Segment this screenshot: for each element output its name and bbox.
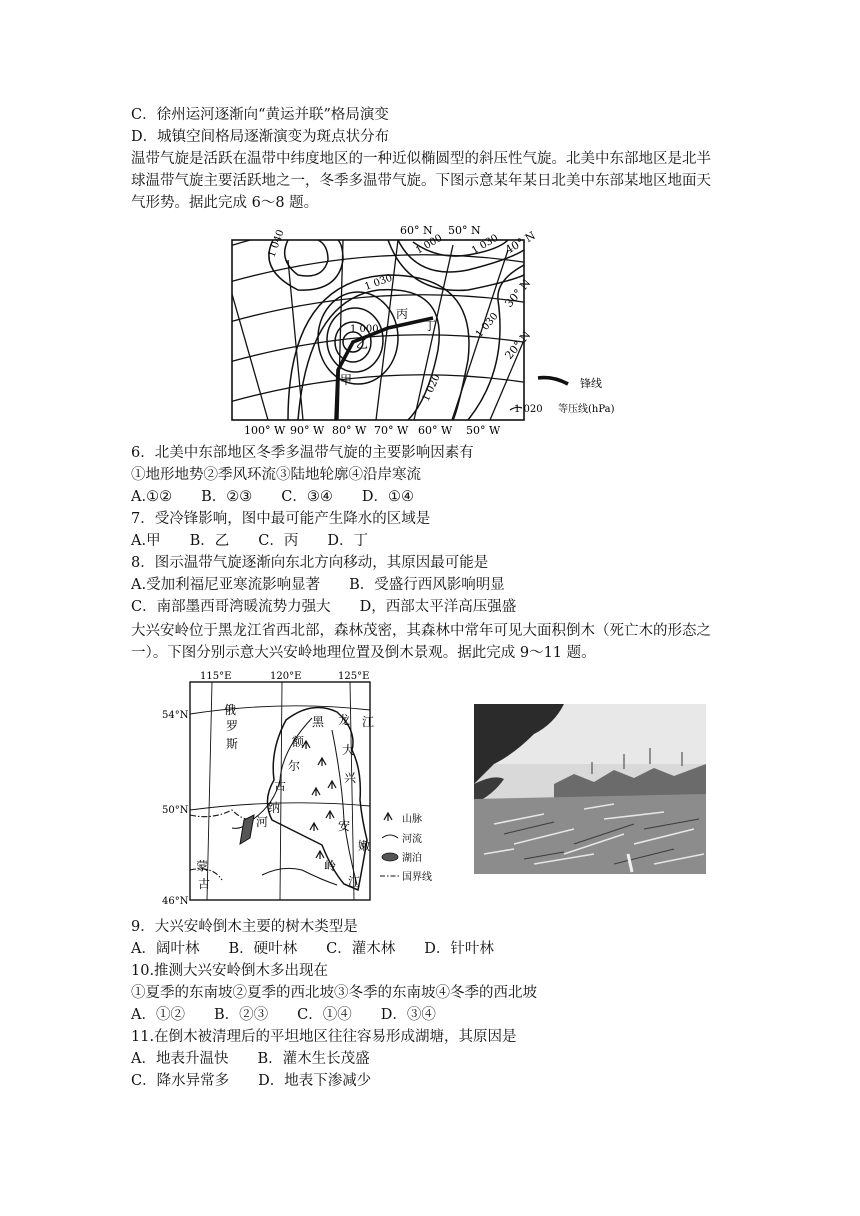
lon-label: 60° W: [418, 424, 453, 437]
fallen-tree-photo: [474, 704, 706, 874]
question-7: 7．受冷锋影响，图中最可能产生降水的区域是: [131, 511, 431, 527]
label-dxal: 兴: [344, 771, 357, 785]
region-bing: 丙: [396, 307, 409, 321]
lon-label: 100° W: [244, 424, 286, 437]
label-erguna: 河: [256, 815, 269, 829]
label-dxal: 安: [338, 819, 351, 833]
lat-label: 60° N: [400, 224, 433, 237]
isobar-label: 1 000: [414, 232, 445, 257]
isobar-label: 1 020: [420, 372, 443, 404]
lat-label: 20° N: [502, 328, 534, 362]
label-nenjiang: 嫩: [358, 839, 371, 853]
intro2-line-1: 大兴安岭位于黑龙江省西北部，森林茂密，其森林中常年可见大面积倒木（死亡木的形态之: [131, 623, 711, 639]
legend-label: 河流: [402, 834, 422, 845]
question-8-options-cd: C．南部墨西哥湾暖流势力强大 D，西部太平洋高压强盛: [131, 599, 517, 615]
question-7-options: A.甲 B．乙 C．丙 D．丁: [131, 533, 368, 549]
question-9-options: A．阔叶林 B．硬叶林 C．灌木林 D．针叶林: [131, 941, 494, 957]
question-8: 8．图示温带气旋逐渐向东北方向移动，其原因最可能是: [131, 555, 489, 571]
intro-line-1: 温带气旋是活跃在温带中纬度地区的一种近似椭圆型的斜压性气旋。北美中东部地区是北半: [131, 151, 711, 167]
question-10: 10.推测大兴安岭倒木多出现在: [131, 963, 329, 979]
label-mongolia: 蒙: [196, 859, 209, 873]
intro-line-2: 球温带气旋主要活跃地之一，冬季多温带气旋。下图示意某年某日北美中东部某地区地面天: [131, 173, 711, 189]
question-6: 6．北美中东部地区冬季多温带气旋的主要影响因素有: [131, 445, 474, 461]
legend-isobar-value: 1 020: [514, 404, 543, 415]
lat-label: 46°N: [162, 896, 189, 907]
option-c-q5: C．徐州运河逐渐向“黄运并联”格局演变: [131, 107, 389, 123]
label-erguna: 纳: [268, 801, 281, 815]
legend-front-symbol: [538, 378, 568, 384]
region-ding: 丁: [424, 319, 437, 333]
isobar-label: 1 030: [470, 232, 501, 257]
label-erguna: 尔: [288, 759, 301, 773]
option-d-q5: D．城镇空间格局逐渐演变为斑点状分布: [131, 129, 390, 145]
weather-map-figure: [228, 220, 638, 440]
lon-label: 125°E: [338, 671, 370, 682]
lat-label: 50°N: [162, 805, 189, 816]
label-russia: 罗: [226, 719, 239, 733]
label-nenjiang: 江: [348, 875, 361, 889]
intro2-line-2: 一）。下图分别示意大兴安岭地理位置及倒木景观。据此完成 9～11 题。: [131, 645, 596, 661]
lon-label: 70° W: [374, 424, 409, 437]
question-11: 11.在倒木被清理后的平坦地区往往容易形成湖塘，其原因是: [131, 1029, 517, 1045]
question-6-items: ①地形地势②季风环流③陆地轮廓④沿岸寒流: [131, 467, 421, 483]
label-erguna: 古: [274, 779, 287, 793]
region-jia: 甲: [340, 373, 353, 387]
label-russia: 俄: [224, 703, 237, 717]
region-yi: 乙: [356, 337, 369, 351]
isobar-label: 1 030: [363, 272, 394, 293]
lon-label: 90° W: [290, 424, 325, 437]
question-9: 9．大兴安岭倒木主要的树木类型是: [131, 919, 358, 935]
lat-label: 54°N: [162, 710, 189, 721]
mountain-legend-icon: [384, 813, 392, 821]
label-heilongjiang: 黑: [312, 715, 325, 729]
question-11-options-ab: A．地表升温快 B．灌木生长茂盛: [131, 1051, 370, 1067]
legend-isobar-label: 等压线(hPa): [558, 404, 615, 415]
legend-front-label: 锋线: [580, 377, 602, 390]
question-8-options-ab: A.受加利福尼亚寒流影响显著 B．受盛行西风影响明显: [131, 577, 505, 593]
low-center-dot: [351, 340, 355, 344]
question-11-options-cd: C．降水异常多 D．地表下渗减少: [131, 1073, 372, 1089]
lon-label: 115°E: [200, 671, 232, 682]
intro-line-3: 气形势。据此完成 6～8 题。: [131, 195, 319, 211]
label-heilongjiang: 江: [362, 715, 375, 729]
lon-label: 50° W: [466, 424, 501, 437]
label-heilongjiang: 龙: [338, 713, 351, 727]
lon-label: 120°E: [270, 671, 302, 682]
label-dxal: 大: [342, 743, 355, 757]
label-russia: 斯: [226, 737, 239, 751]
lat-label: 30° N: [502, 276, 534, 310]
legend-label: 山脉: [402, 814, 422, 825]
isobar-label: 1 040: [266, 228, 287, 260]
label-mongolia: 古: [198, 877, 211, 891]
label-erguna: 额: [292, 735, 305, 749]
question-6-options: A.①② B．②③ C．③④ D．①④: [131, 489, 414, 505]
legend-label: 国界线: [402, 872, 432, 883]
location-map-figure: [162, 670, 462, 910]
lake-legend-icon: [382, 853, 398, 861]
isobar-label: 1 030: [473, 310, 501, 340]
label-dxal: 岭: [324, 859, 337, 873]
question-10-items: ①夏季的东南坡②夏季的西北坡③冬季的东南坡④冬季的西北坡: [131, 985, 537, 1001]
legend-label: 湖泊: [402, 853, 422, 864]
question-10-options: A．①② B．②③ C．①④ D．③④: [131, 1007, 436, 1023]
lat-label: 50° N: [448, 224, 481, 237]
lat-label: 40° N: [503, 229, 538, 257]
lon-label: 80° W: [332, 424, 367, 437]
river-legend-icon: [382, 835, 398, 838]
isobar-label: 1 000: [350, 324, 379, 335]
